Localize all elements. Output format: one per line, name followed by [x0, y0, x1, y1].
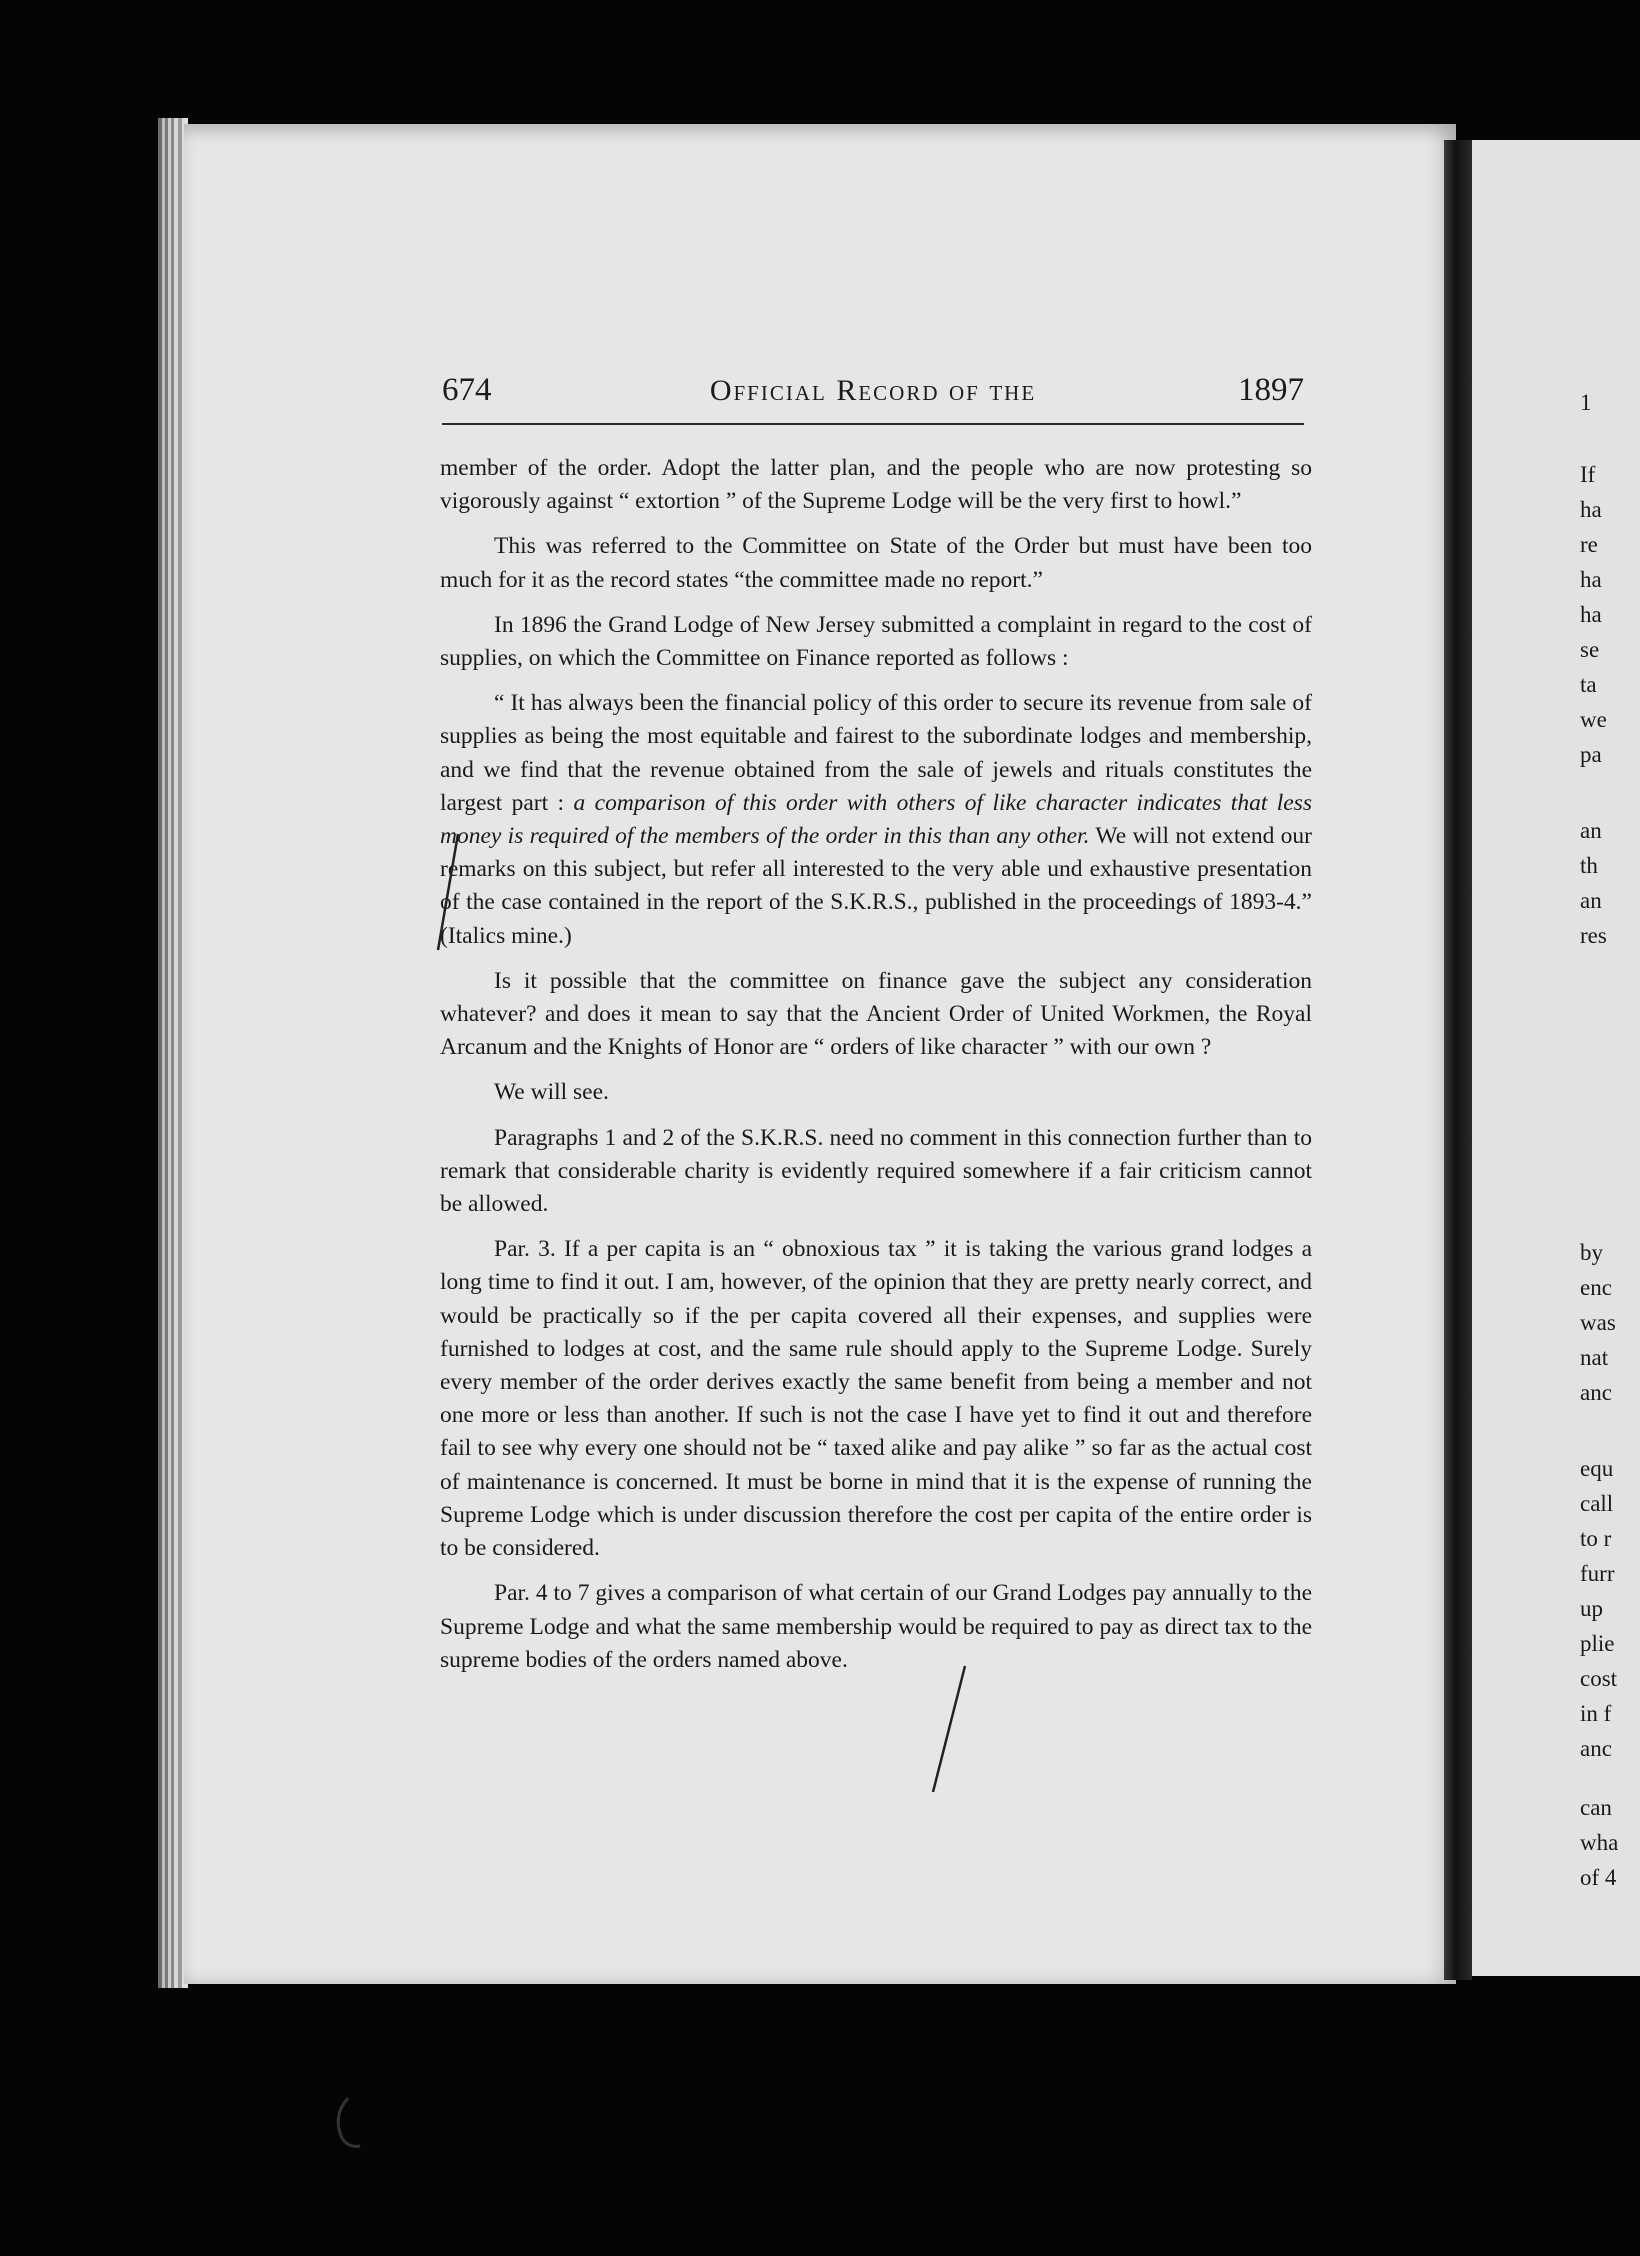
pencil-margin-mark: [420, 830, 480, 960]
facing-line: we: [1580, 707, 1607, 732]
page-year: 1897: [1238, 372, 1304, 408]
quote-text-end: We will not extend our remarks on this subject, but refer all interested to the very able und exhaustive presentation of the case contained in the report of the S.K.R.S., published in the proceedings of 1893-4.” (Italics mine.): [440, 823, 1312, 949]
facing-line: can: [1580, 1795, 1612, 1820]
facing-line: of 4: [1580, 1865, 1617, 1890]
paragraph: We will see.: [494, 1079, 609, 1106]
paragraph: Paragraphs 1 and 2 of the S.K.R.S. need no comment in this connection further than to remark that considerable charity is evidently required somewhere if a fair criticism cannot be allowed.: [440, 1124, 1312, 1218]
facing-line: cost: [1580, 1666, 1618, 1691]
facing-line: re: [1580, 532, 1598, 557]
facing-line: an: [1580, 818, 1602, 843]
facing-line: to r: [1580, 1526, 1612, 1551]
facing-line: call: [1580, 1491, 1614, 1516]
facing-line: furr: [1580, 1561, 1615, 1586]
body-text: [440, 452, 1312, 1677]
facing-line: plie: [1580, 1631, 1615, 1656]
quote-italic-text: a comparison of this order with others of like character indicates that less money is required of the members of the order in this than any other.: [440, 789, 1313, 850]
facing-line: pa: [1580, 742, 1602, 767]
facing-line: ta: [1580, 672, 1597, 697]
page-title: Official Record of the: [709, 374, 1037, 407]
facing-line: in f: [1580, 1701, 1612, 1726]
facing-page: [1472, 140, 1640, 1976]
page-number: 674: [442, 372, 492, 408]
facing-line: enc: [1580, 1275, 1612, 1300]
paragraph: Par. 4 to 7 gives a comparison of what certain of our Grand Lodges pay annually to the Supreme Lodge and what the same membership would be required to pay as direct tax to the supreme bodies of the orders named above.: [440, 1580, 1312, 1673]
facing-line: anc: [1580, 1380, 1612, 1405]
paragraph: Is it possible that the committee on finance gave the subject any consideration whatever? and does it mean to say that the Ancient Order of United Workmen, the Royal Arcanum and the Knights of Honor are “ orders of like character ” with our own ?: [440, 967, 1312, 1061]
paragraph: member of the order. Adopt the latter plan, and the people who are now protesting so vigorously against “ extortion ” of the Supreme Lodge will be the very first to howl.”: [440, 455, 1312, 515]
pencil-underline-mark: [925, 1660, 975, 1800]
facing-line: anc: [1580, 1736, 1612, 1761]
paragraph: In 1896 the Grand Lodge of New Jersey submitted a complaint in regard to the cost of supplies, on which the Committee on Finance reported as follows :: [440, 611, 1312, 672]
facing-line: ha: [1580, 497, 1602, 522]
book-gutter: [1444, 140, 1472, 1980]
facing-line: If: [1580, 462, 1596, 487]
pencil-corner-mark: [328, 2094, 368, 2154]
facing-line: res: [1580, 923, 1607, 948]
quote-text: “ It has always been the financial policy of this order to secure its revenue from sale of supplies as being the most equitable and fairest to the subordinate lodges and membership, and we find that the revenue obtained from the sale of jewels and rituals constitutes the largest part :: [440, 690, 1312, 816]
facing-line: 1: [1580, 390, 1592, 415]
facing-line: was: [1580, 1310, 1616, 1335]
header-rule: [442, 423, 1304, 425]
running-head: [442, 372, 1304, 428]
facing-line: by: [1580, 1240, 1603, 1265]
facing-line: up: [1580, 1596, 1603, 1621]
facing-line: nat: [1580, 1345, 1609, 1370]
facing-line: ha: [1580, 602, 1602, 627]
paragraph: Par. 3. If a per capita is an “ obnoxious tax ” it is taking the various grand lodges a long time to find it out. I am, however, of the opinion that they are pretty nearly correct, and would be practically so if the per capita covered all their expenses, and supplies were furnished to lodges at cost, and the same rule should apply to the Supreme Lodge. Surely every member of the order derives exactly the same benefit from being a member and not one more or less than another. If such is not the case I have yet to find it out and therefore fail to see why every one should not be “ taxed alike and pay alike ” so far as the actual cost of maintenance is concerned. It must be borne in mind that it is the expense of running the Supreme Lodge which is under discussion therefore the cost per capita of the entire order is to be considered.: [440, 1236, 1312, 1562]
paragraph: This was referred to the Committee on State of the Order but must have been too much for it as the record states “the committee made no report.”: [440, 533, 1312, 593]
quoted-report: [440, 687, 1312, 953]
facing-line: ha: [1580, 567, 1602, 592]
facing-line: an: [1580, 888, 1602, 913]
facing-line: equ: [1580, 1456, 1614, 1481]
facing-line: th: [1580, 853, 1598, 878]
facing-line: wha: [1580, 1830, 1619, 1855]
facing-line: se: [1580, 637, 1600, 662]
